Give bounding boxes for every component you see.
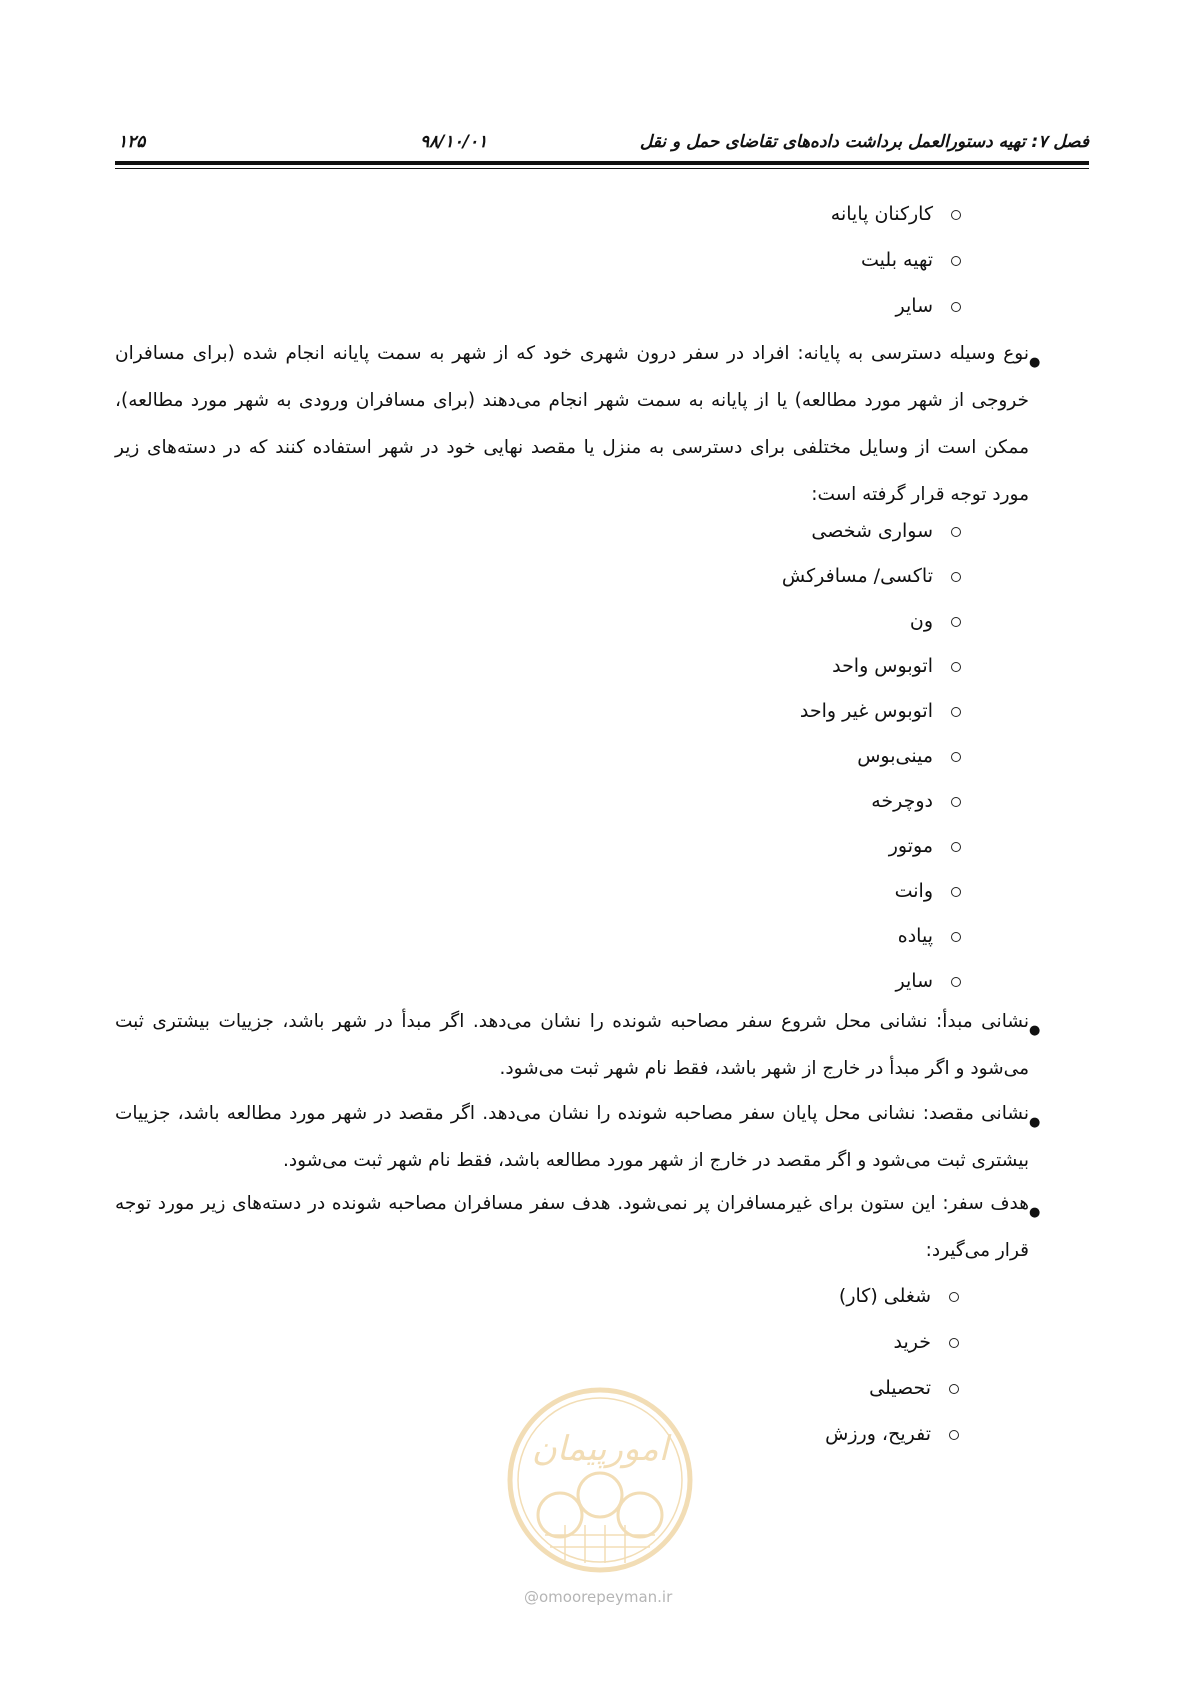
list-item: تحصیلی [869,1377,959,1399]
circle-bullet-icon [951,752,961,762]
list-item: کارکنان پایانه [831,203,961,225]
circle-bullet-icon [951,887,961,897]
circle-bullet-icon [951,210,961,220]
origin-paragraph: نشانی مبدأ: نشانی محل شروع سفر مصاحبه شونده را نشان می‌دهد. اگر مبدأ در شهر باشد، جزییات بیشتری ثبت می‌شود و اگر مبدأ در خارج از شهر باشد، فقط نام شهر ثبت می‌شود. [115,1011,1029,1079]
chapter-title: فصل ۷: تهیه دستورالعمل برداشت داده‌های تقاضای حمل و نقل [639,132,1089,152]
header-rule-thin [115,168,1089,169]
list-item: سایر [896,970,961,992]
circle-bullet-icon [951,797,961,807]
circle-bullet-icon [951,707,961,717]
circle-bullet-icon [949,1292,959,1302]
list-item: اتوبوس غیر واحد [800,700,961,722]
list-item: اتوبوس واحد [832,655,961,677]
watermark-logo-text: امورپیمان [531,1429,669,1469]
bullet-icon: ● [1029,355,1041,370]
circle-bullet-icon [951,662,961,672]
circle-bullet-icon [951,617,961,627]
list-item: تهیه بلیت [861,249,961,271]
circle-bullet-icon [949,1338,959,1348]
circle-bullet-icon [949,1384,959,1394]
list-item: خرید [894,1331,960,1353]
watermark-logo-icon [505,1385,695,1575]
circle-bullet-icon [951,932,961,942]
header-date: ۹۸/۱۰/۰۱ [420,132,488,152]
page-number: ۱۲۵ [118,132,146,152]
bullet-icon: ● [1029,1205,1041,1220]
list-item: پیاده [898,925,961,947]
list-item: تاکسی/ مسافرکش [782,565,961,587]
circle-bullet-icon [951,572,961,582]
circle-bullet-icon [951,302,961,312]
list-item: سایر [896,295,961,317]
list-item: تفریح، ورزش [825,1423,959,1445]
list-item: مینی‌بوس [857,745,961,767]
header-rule-thick [115,161,1089,165]
list-item: شغلی (کار) [839,1285,959,1307]
list-item: وانت [895,880,961,902]
circle-bullet-icon [951,527,961,537]
watermark-url: @omoorepeyman.ir [524,1588,673,1606]
destination-paragraph: نشانی مقصد: نشانی محل پایان سفر مصاحبه شونده را نشان می‌دهد. اگر مقصد در شهر مورد مطالعه باشد، جزییات بیشتری ثبت می‌شود و اگر مقصد در خارج از شهر مورد مطالعه باشد، فقط نام شهر ثبت می‌شود. [115,1103,1029,1171]
circle-bullet-icon [951,842,961,852]
list-item: دوچرخه [871,790,961,812]
list-item: ون [910,610,961,632]
bullet-icon: ● [1029,1115,1041,1130]
list-item: موتور [889,835,961,857]
bullet-icon: ● [1029,1023,1041,1038]
circle-bullet-icon [951,977,961,987]
circle-bullet-icon [951,256,961,266]
list-item: سواری شخصی [811,520,961,542]
circle-bullet-icon [949,1430,959,1440]
purpose-paragraph: هدف سفر: این ستون برای غیرمسافران پر نمی‌شود. هدف سفر مسافران مصاحبه شونده در دسته‌های زیر مورد توجه قرار می‌گیرد: [115,1193,1029,1261]
access-mode-paragraph: نوع وسیله دسترسی به پایانه: افراد در سفر درون شهری خود که از شهر به سمت پایانه انجام شده (برای مسافران خروجی از شهر مورد مطالعه) یا از پایانه به سمت شهر انجام می‌دهند (برای مسافران ورودی به شهر مورد مطالعه)، ممکن است از وسایل مختلفی برای دسترسی به منزل یا مقصد نهایی خود در شهر استفاده کنند که در دسته‌های زیر مورد توجه قرار گرفته است: [115,343,1029,505]
